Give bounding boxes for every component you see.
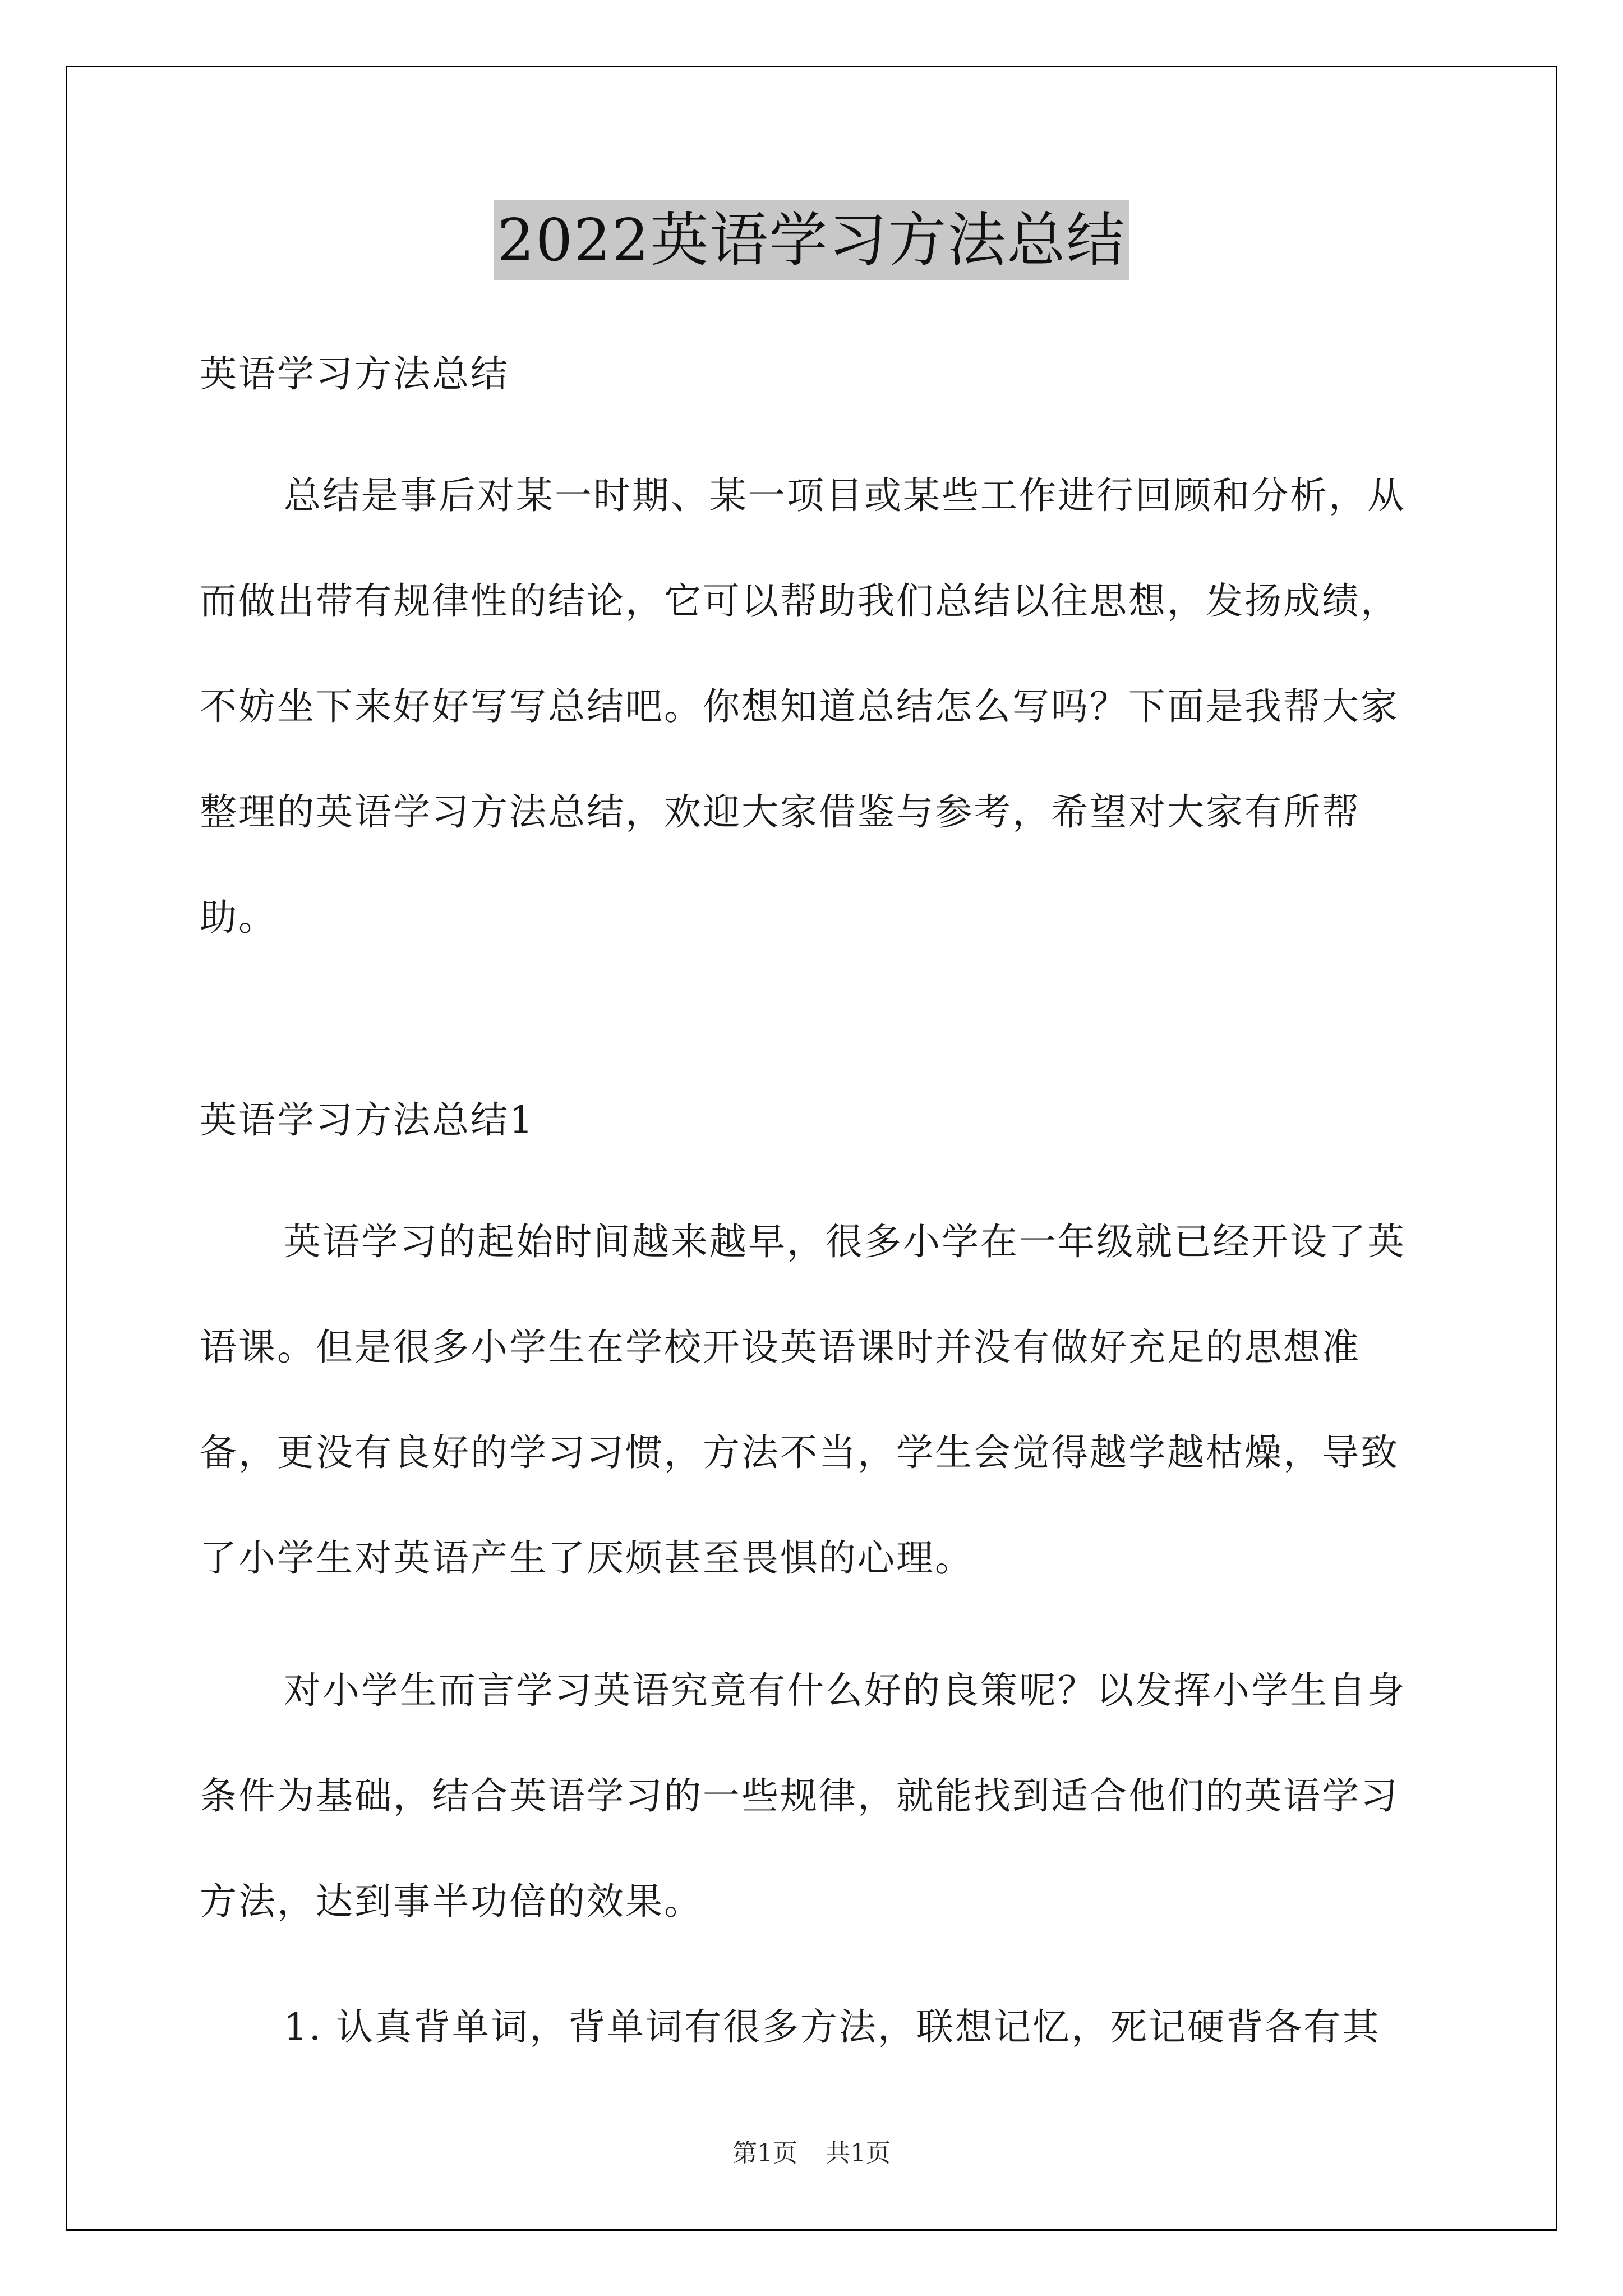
section1-paragraph-1: 英语学习的起始时间越来越早，很多小学在一年级就已经开设了英语课。但是很多小学生在学校开设英语课时并没有做好充足的思想准备，更没有良好的学习习惯，方法不当，学生会觉得越学越枯燥，导致了小学生对英语产生了厌烦甚至畏惧的心理。 [200, 1220, 1406, 1580]
title-container [0, 200, 1623, 280]
page-total: 共1页 [826, 2139, 891, 2168]
document-title: 2022英语学习方法总结 [494, 200, 1129, 280]
section-heading-1: 英语学习方法总结1 [200, 1098, 534, 1142]
page-number: 第1页 [732, 2139, 797, 2168]
section1-paragraph-2: 对小学生而言学习英语究竟有什么好的良策呢？以发挥小学生自身条件为基础，结合英语学习的一些规律，就能找到适合他们的英语学习方法，达到事半功倍的效果。 [200, 1669, 1406, 1923]
intro-paragraph: 总结是事后对某一时期、某一项目或某些工作进行回顾和分析，从而做出带有规律性的结论，它可以帮助我们总结以往思想，发扬成绩，不妨坐下来好好写写总结吧。你想知道总结怎么写吗？下面是我帮大家整理的英语学习方法总结，欢迎大家借鉴与参考，希望对大家有所帮助。 [200, 474, 1406, 939]
section1-paragraph-3: 1. 认真背单词，背单词有很多方法，联想记忆，死记硬背各有其 [284, 2005, 1381, 2049]
page-footer [0, 2133, 1623, 2169]
document-heading: 英语学习方法总结 [200, 352, 509, 395]
